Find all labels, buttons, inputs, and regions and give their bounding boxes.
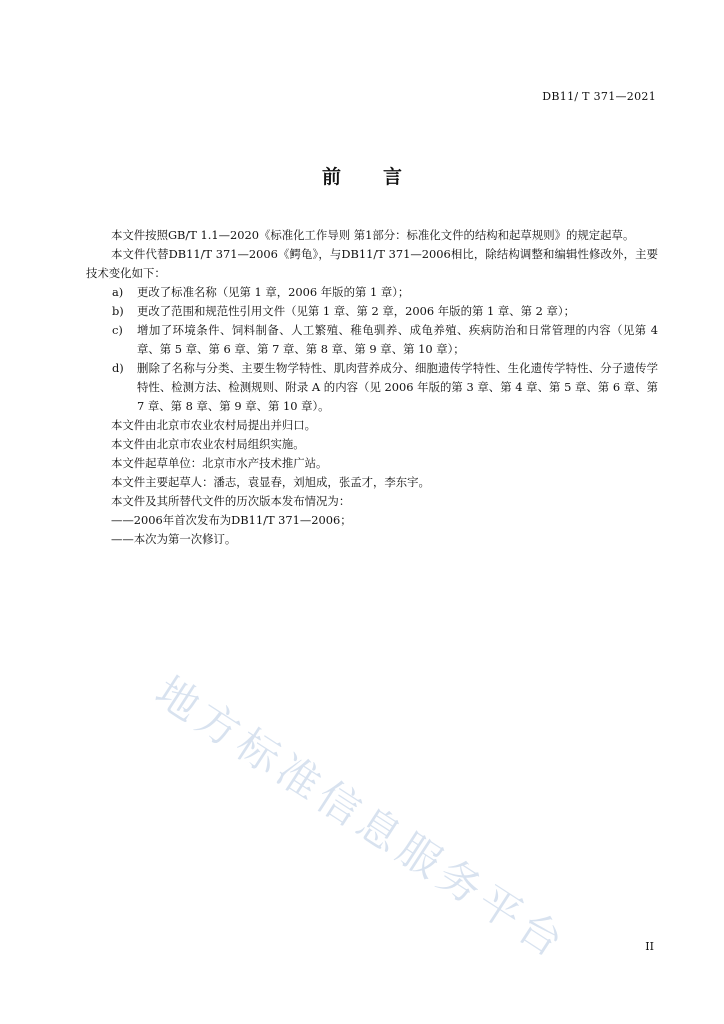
page-title: 前言: [321, 166, 444, 188]
list-item-text: 删除了名称与分类、主要生物学特性、肌肉营养成分、细胞遗传学特性、生化遗传学特性、分子遗传学特性、检测方法、检测规则、附录 A 的内容（见 2006 年版的第 3 章、第 4 章、第 5 章、第 6 章、第 7 章、第 8 章、第 9 章、第 10 章）。: [137, 361, 658, 413]
watermark: 地方标准信息服务平台: [146, 666, 577, 970]
list-item: [86, 321, 658, 359]
list-item: [86, 302, 658, 321]
page-number: II: [645, 940, 654, 953]
list-marker: c): [112, 323, 123, 337]
list-marker: b): [112, 304, 124, 318]
foreword-content: [86, 226, 658, 549]
paragraph-drafting-rules: 本文件按照GB/T 1.1—2020《标准化工作导则 第1部分：标准化文件的结构和起草规则》的规定起草。: [111, 228, 635, 242]
document-code: DB11/ T 371—2021: [542, 90, 656, 103]
list-marker: d): [112, 361, 124, 375]
list-item: [86, 359, 658, 416]
list-marker: a): [112, 285, 124, 299]
paragraph-proposer: 本文件由北京市农业农村局提出并归口。: [111, 418, 317, 432]
history-item-current-revision: ——本次为第一次修订。: [111, 532, 237, 546]
list-item: [86, 283, 658, 302]
paragraph-drafting-unit: 本文件起草单位：北京市水产技术推广站。: [111, 456, 328, 470]
paragraph-drafters: 本文件主要起草人：潘志，袁显春，刘旭成，张孟才，李东宇。: [111, 475, 430, 489]
paragraph-version-history: 本文件及其所替代文件的历次版本发布情况为：: [111, 494, 351, 508]
history-item-first-release: ——2006年首次发布为DB11/T 371—2006；: [111, 513, 352, 527]
list-item-text: 更改了标准名称（见第 1 章，2006 年版的第 1 章）；: [137, 285, 410, 299]
list-item-text: 更改了范围和规范性引用文件（见第 1 章、第 2 章，2006 年版的第 1 章、第 2 章）；: [137, 304, 575, 318]
paragraph-replacement: 本文件代替DB11/T 371—2006《鳄龟》，与DB11/T 371—2006相比，除结构调整和编辑性修改外，主要技术变化如下：: [86, 247, 658, 280]
paragraph-implementer: 本文件由北京市农业农村局组织实施。: [111, 437, 305, 451]
list-item-text: 增加了环境条件、饲料制备、人工繁殖、稚龟驯养、成龟养殖、疾病防治和日常管理的内容（见第 4 章、第 5 章、第 6 章、第 7 章、第 8 章、第 9 章、第 10 章）；: [137, 323, 658, 356]
